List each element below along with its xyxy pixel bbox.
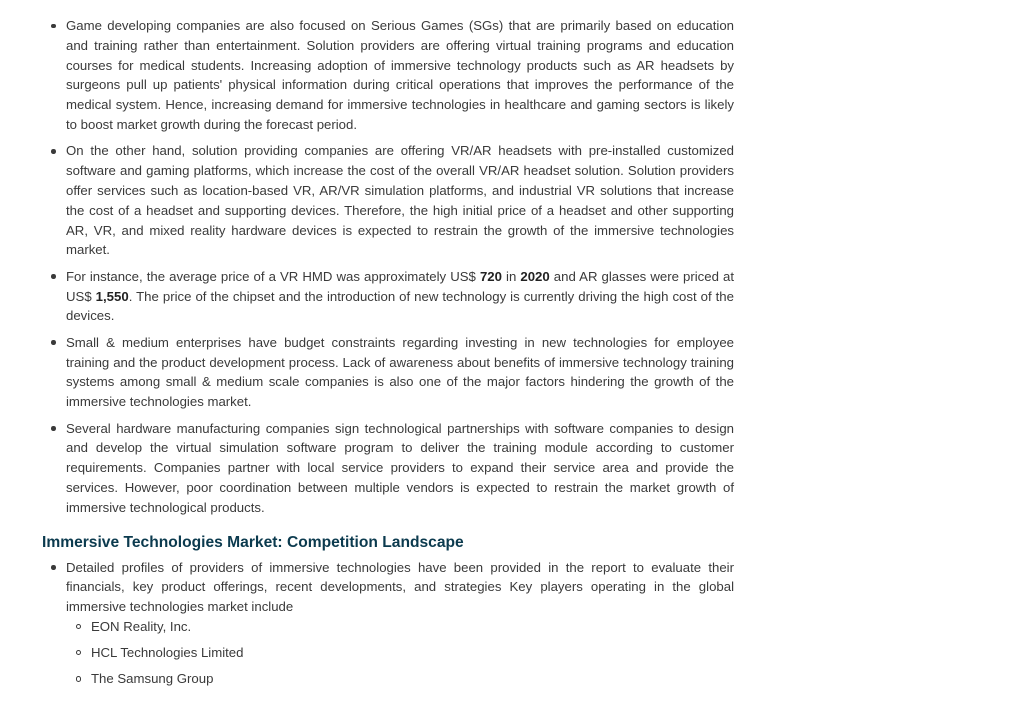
list-item bbox=[42, 267, 734, 326]
list-item bbox=[42, 558, 734, 690]
bullet-text-part: in bbox=[501, 268, 521, 284]
drivers-restraints-list bbox=[42, 16, 734, 518]
bullet-text: Game developing companies are also focused on Serious Games (SGs) that are primarily based on education and training rather than entertainment. Solution providers are offering virtual training programs and education courses for medical students. Increasing adoption of immersive technology products such as AR headsets by surgeons pull up patients' physical information during critical operations that improves the performance of the medical system. Hence, increasing demand for immersive technologies in healthcare and gaming sectors is likely to boost market growth during the forecast period. bbox=[66, 18, 734, 132]
bullet-text: Several hardware manufacturing companies sign technological partnerships with software companies to design and develop the virtual simulation software program to deliver the training module according to customer requirements. Companies partner with local service providers to expand their service area and provide the services. However, poor coordination between multiple vendors is expected to restrain the market growth of immersive technological products. bbox=[66, 420, 734, 515]
bullet-text-part: and AR glasses were priced at US$ bbox=[66, 268, 734, 304]
key-player-item: EON Reality, Inc. bbox=[66, 617, 734, 637]
bullet-text: Small & medium enterprises have budget constraints regarding investing in new technologies for employee training and the product development process. Lack of awareness about benefits of immersive technology training systems among small & medium scale companies is also one of the major factors hindering the growth of the immersive technologies market. bbox=[66, 334, 734, 410]
list-item bbox=[42, 419, 734, 518]
list-item bbox=[42, 141, 734, 260]
year-value: 2020 bbox=[520, 268, 550, 284]
list-item bbox=[42, 16, 734, 135]
key-players-list bbox=[66, 617, 734, 689]
article-content bbox=[42, 16, 734, 695]
competition-intro: Detailed profiles of providers of immersive technologies have been provided in the report to evaluate their financials, key product offerings, recent developments, and strategies Key players operating in the global immersive technologies market include bbox=[66, 559, 734, 615]
section-heading: Immersive Technologies Market: Competition Landscape bbox=[42, 533, 464, 551]
bullet-text-part: For instance, the average price of a VR HMD was approximately US$ bbox=[66, 268, 480, 284]
bullet-text-part: . The price of the chipset and the introduction of new technology is currently driving the high cost of the devices. bbox=[66, 288, 734, 324]
price-value-ar: 1,550 bbox=[95, 288, 129, 304]
price-value-vr: 720 bbox=[479, 268, 502, 284]
bullet-text: On the other hand, solution providing companies are offering VR/AR headsets with pre-installed customized software and gaming platforms, which increase the cost of the overall VR/AR headset solution. Solution providers offer services such as location-based VR, AR/VR simulation platforms, and industrial VR solutions that increase the cost of a headset and supporting devices. Therefore, the high initial price of a headset and other supporting AR, VR, and mixed reality hardware devices is expected to restrain the growth of the immersive technologies market. bbox=[66, 143, 734, 258]
list-item bbox=[42, 333, 734, 412]
competition-list bbox=[42, 558, 734, 690]
key-player-item: The Samsung Group bbox=[66, 669, 734, 689]
key-player-item: HCL Technologies Limited bbox=[66, 643, 734, 663]
